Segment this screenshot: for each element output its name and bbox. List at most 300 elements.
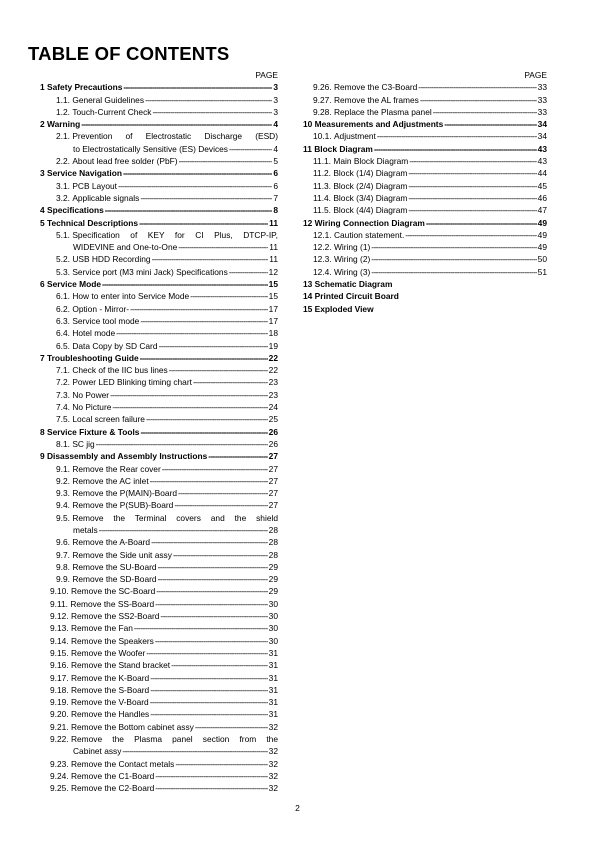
toc-entry-page: 23 [268,389,278,400]
toc-entry-title: Remove the Stand bracket [70,660,171,671]
toc-entry [40,450,278,462]
toc-entry-page: 31 [268,660,278,671]
toc-entry [303,143,547,155]
toc-entry [303,94,547,106]
toc-entry [40,229,278,241]
toc-entry-page: 11 [269,254,278,265]
toc-entry-title: Remove the SC-Board [70,586,156,597]
toc-entry-title: Option - Mirror- [72,303,130,314]
toc-entry-title: Wiring (3) [333,266,371,277]
toc-entry-number: 9.20. [50,709,69,720]
dot-leader [229,266,268,278]
toc-entry-title: Technical Descriptions [47,217,139,228]
toc-entry [303,106,547,118]
toc-entry-continuation [40,241,278,253]
toc-entry [303,180,547,192]
dot-leader [156,585,267,597]
toc-entry-page: 31 [268,684,278,695]
toc-entry [40,512,278,524]
toc-entry [40,315,278,327]
toc-entry-page: 33 [537,106,547,117]
page-column-header: PAGE [255,70,278,80]
toc-entry-title: Remove the K-Board [70,672,150,683]
toc-entry-number: 9.28. [313,106,332,117]
toc-entry-title: Safety Precautions [47,82,123,93]
toc-entry-number: 12 [303,217,313,228]
dot-leader [171,659,268,671]
toc-entry-title-cont: metals [73,524,98,535]
toc-entry-title: Remove the Woofer [70,647,146,658]
toc-entry [303,204,547,216]
toc-entry [40,364,278,376]
dot-leader [371,253,536,265]
toc-entry [303,130,547,142]
toc-entry-number: 11.4. [313,192,332,203]
dot-leader [96,438,268,450]
dot-leader [140,192,272,204]
dot-leader [408,167,536,179]
toc-entry [40,192,278,204]
toc-entry [40,266,278,278]
toc-entry [40,647,278,659]
toc-entry-title: Service Navigation [47,168,122,179]
dot-leader [123,167,272,179]
dot-leader [178,487,268,499]
toc-entry-title: Printed Circuit Board [314,291,399,302]
toc-entry-page: 30 [268,598,278,609]
toc-entry-number: 7.5. [56,414,70,425]
dot-leader [175,758,267,770]
toc-entry-number: 9.17. [50,672,69,683]
toc-entry-page: 27 [268,463,278,474]
toc-entry-number: 6.5. [56,340,70,351]
toc-entry-page: 33 [537,82,547,93]
toc-entry-number: 9.10. [50,586,69,597]
toc-entry [40,487,278,499]
toc-entry-number: 6.3. [56,315,70,326]
toc-entry-continuation [40,745,278,757]
dot-leader [140,426,267,438]
toc-entry-continuation [40,143,278,155]
toc-entry [303,81,547,93]
dot-leader [158,561,268,573]
toc-entry-number: 9.9. [56,574,70,585]
dot-leader [155,635,268,647]
toc-entry-number: 9.8. [56,561,70,572]
toc-entry [303,229,547,241]
toc-entry-page: 8 [273,205,278,216]
toc-entry-title: Remove the C1-Board [70,770,155,781]
dot-leader [408,180,536,192]
toc-entry-number: 7 [40,352,45,363]
dot-leader [408,204,536,216]
toc-entry-number: 11.5. [313,205,332,216]
toc-entry-title: Remove the AL frames [333,94,419,105]
toc-entry [40,204,278,216]
dot-leader [208,450,267,462]
page-column-header: PAGE [524,70,547,80]
toc-entry-page: 47 [537,205,547,216]
toc-entry [40,475,278,487]
toc-entry-title: Block (1/4) Diagram [333,168,408,179]
toc-entry [40,499,278,511]
dot-leader [158,573,268,585]
dot-leader [155,598,268,610]
toc-entry-title: Specifications [47,205,104,216]
toc-entry-number: 11.1. [313,156,332,167]
toc-entry-title: Remove the C2-Board [70,783,155,794]
toc-entry-number: 7.4. [56,402,70,413]
toc-entry-number: 12.3. [313,254,332,265]
dot-leader [105,204,273,216]
toc-entry-page: 34 [537,131,547,142]
toc-entry-title: No Picture [72,402,112,413]
toc-entry-title: Service tool mode [72,315,140,326]
toc-entry-title: Remove the A-Board [72,537,151,548]
toc-entry-number: 12.4. [313,266,332,277]
toc-entry [40,376,278,388]
toc-entry [40,167,278,179]
toc-entry-page: 27 [268,475,278,486]
toc-entry-number: 14 [303,291,313,302]
toc-left-column [40,69,278,795]
toc-entry-title: Replace the Plasma panel [333,106,432,117]
dot-leader [420,94,537,106]
dot-leader [173,549,268,561]
toc-entry-title: Remove the SS-Board [70,598,155,609]
toc-entry [303,266,547,278]
toc-entry-number: 9.13. [50,623,69,634]
toc-entry-page: 31 [268,672,278,683]
toc-entry-title: Remove the Plasma panel section from the [70,734,278,745]
toc-entry-title: Schematic Diagram [314,279,393,290]
toc-entry-number: 9.23. [50,758,69,769]
toc-entry-number: 9.2. [56,475,70,486]
dot-leader [374,143,537,155]
toc-entry-page: 26 [268,438,278,449]
toc-entry [303,303,547,315]
dot-leader [152,253,269,265]
toc-right-column [303,69,547,315]
toc-entry-title-cont: Cabinet assy [73,746,122,757]
toc-entry-number: 9.1. [56,463,70,474]
toc-entry-number: 9.12. [50,611,69,622]
dot-leader [426,217,537,229]
toc-entry-page: 30 [268,623,278,634]
toc-entry-page: 27 [268,451,278,462]
toc-entry [40,303,278,315]
toc-entry-title: Remove the SU-Board [72,561,157,572]
toc-entry [303,217,547,229]
toc-entry-title: Remove the V-Board [70,697,149,708]
dot-leader [444,118,536,130]
toc-entry-title: SC jig [72,438,95,449]
toc-entry [40,573,278,585]
toc-entry-title: Remove the P(MAIN)-Board [72,488,178,499]
dot-leader [150,708,267,720]
dot-leader [110,389,268,401]
toc-entry [40,426,278,438]
toc-entry-title: Wiring Connection Diagram [314,217,425,228]
toc-entry-number: 11.3. [313,180,332,191]
toc-entry-page: 27 [268,488,278,499]
dot-leader [408,192,536,204]
toc-entry-page: 27 [268,500,278,511]
toc-entry-title: Data Copy by SD Card [72,340,158,351]
dot-leader [145,94,272,106]
toc-entry-page: 43 [537,156,547,167]
toc-entry-title: Applicable signals [72,192,140,203]
toc-entry-title: Service Mode [47,279,101,290]
toc-entry [40,708,278,720]
toc-entry-number: 10 [303,119,313,130]
toc-entry-title: Block Diagram [314,143,373,154]
toc-entry-title: Remove the Terminal covers and the shield [72,512,278,523]
toc-entry-number: 9.19. [50,697,69,708]
toc-entry-number: 9.5. [56,512,70,523]
toc-entry-title: General Guidelines [72,94,145,105]
toc-entry-title: Warning [47,119,81,130]
dot-leader [134,622,268,634]
toc-entry [40,352,278,364]
toc-entry-title: Remove the Speakers [70,635,154,646]
toc-entry [40,770,278,782]
dot-leader [377,130,537,142]
toc-entry [40,327,278,339]
dot-leader [81,118,272,130]
toc-entry [303,278,547,290]
toc-entry-title: Remove the C3-Board [333,82,418,93]
toc-entry-title: Disassembly and Assembly Instructions [47,451,208,462]
toc-entry-page: 3 [273,106,278,117]
toc-entry-title: Remove the Bottom cabinet assy [70,721,194,732]
dot-leader [150,475,268,487]
toc-entry-title: Power LED Blinking timing chart [72,377,192,388]
toc-entry [303,167,547,179]
toc-entry-number: 3.2. [56,192,70,203]
toc-entry-page: 32 [268,746,278,757]
toc-entry [303,253,547,265]
dot-leader [102,278,268,290]
toc-entry-page: 6 [273,180,278,191]
toc-entry-number: 5.2. [56,254,70,265]
toc-entry-page: 7 [273,192,278,203]
toc-entry [40,290,278,302]
toc-entry-page: 5 [273,156,278,167]
toc-entry [303,155,547,167]
dot-leader [139,217,268,229]
toc-entry-title: Remove the Rear cover [72,463,161,474]
toc-entry-number: 12.1. [313,229,332,240]
toc-entry [303,241,547,253]
toc-entry-number: 8.1. [56,438,70,449]
toc-entry-page: 28 [268,549,278,560]
toc-entries [303,81,547,315]
toc-entry-title: Wiring (1) [333,242,371,253]
dot-leader [405,229,536,241]
toc-entry-number: 9.22. [50,734,69,745]
toc-entry-number: 4 [40,205,45,216]
toc-entry [40,253,278,265]
toc-entry [303,118,547,130]
dot-leader [418,81,536,93]
toc-entry-page: 29 [268,574,278,585]
dot-leader [140,315,267,327]
toc-entry [303,192,547,204]
toc-entry [40,463,278,475]
dot-leader [152,106,272,118]
toc-entry-title: Main Block Diagram [333,156,409,167]
dot-leader [371,241,536,253]
toc-entry-number: 7.3. [56,389,70,400]
toc-entry-number: 9.21. [50,721,69,732]
toc-entry-page: 32 [268,758,278,769]
dot-leader [174,499,267,511]
toc-entry-number: 5 [40,217,45,228]
toc-entry-number: 5.3. [56,266,70,277]
toc-entry-number: 9.18. [50,684,69,695]
toc-entry [40,561,278,573]
toc-entry [40,180,278,192]
toc-entry-title: Check of the IIC bus lines [72,365,168,376]
toc-entry-page: 4 [273,143,278,154]
toc-entry-title: How to enter into Service Mode [72,291,190,302]
toc-entry-title: Service port (M3 mini Jack) Specifications [72,266,228,277]
toc-entry-page: 12 [268,266,278,277]
toc-entry-number: 9.6. [56,537,70,548]
dot-leader [146,647,267,659]
toc-entry-page: 25 [268,414,278,425]
dot-leader [155,782,267,794]
dot-leader [123,81,272,93]
toc-entry-page: 50 [537,254,547,265]
toc-entry-title: Remove the SD-Board [72,574,157,585]
toc-entry-page: 32 [268,770,278,781]
toc-entry-number: 9.27. [313,94,332,105]
toc-entries [40,81,278,794]
toc-entry [40,696,278,708]
toc-entry-number: 7.2. [56,377,70,388]
toc-entry [40,549,278,561]
toc-entry-title: Specification of KEY for CI Plus, DTCP-IP, [72,229,278,240]
toc-entry-title: Troubleshooting Guide [47,352,139,363]
dot-leader [116,327,268,339]
toc-entry [40,721,278,733]
toc-entry [40,81,278,93]
toc-entry-number: 9.25. [50,783,69,794]
toc-entry [40,758,278,770]
toc-entry-number: 1.2. [56,106,70,117]
toc-entry [40,598,278,610]
toc-entry-title: Remove the SS2-Board [70,611,160,622]
toc-entry-number: 9.16. [50,660,69,671]
toc-entry-page: 43 [537,143,547,154]
dot-leader [162,463,268,475]
toc-entry-page: 26 [268,426,278,437]
toc-entry-number: 6 [40,279,45,290]
toc-entry-title: Remove the Side unit assy [72,549,172,560]
toc-entry-title-cont: to Electrostatically Sensitive (ES) Devices [73,143,228,154]
toc-entry-title: Block (2/4) Diagram [333,180,408,191]
toc-entry-title: Block (4/4) Diagram [333,205,408,216]
toc-entry [40,217,278,229]
toc-entry [40,155,278,167]
toc-entry-continuation [40,524,278,536]
toc-entry-page: 22 [268,352,278,363]
toc-entry-number: 6.4. [56,328,70,339]
dot-leader [122,745,267,757]
toc-entry-number: 2 [40,119,45,130]
toc-entry [40,684,278,696]
toc-entry-page: 32 [268,783,278,794]
dot-leader [150,696,268,708]
toc-entry-number: 9.24. [50,770,69,781]
dot-leader [178,241,268,253]
toc-entry [40,413,278,425]
toc-entry-page: 33 [537,94,547,105]
toc-entry-number: 1.1. [56,94,70,105]
toc-entry [40,278,278,290]
toc-entry-number: 9.11. [50,598,69,609]
toc-entry-page: 6 [273,168,278,179]
toc-entry-title: Service Fixture & Tools [47,426,140,437]
toc-entry-title: Block (3/4) Diagram [333,192,408,203]
toc-entry-title: Adjustment [333,131,376,142]
toc-entry-title: Measurements and Adjustments [314,119,444,130]
dot-leader [433,106,537,118]
dot-leader [195,721,268,733]
toc-entry-number: 6.2. [56,303,70,314]
toc-entry-page: 18 [268,328,278,339]
toc-entry-page: 34 [537,119,547,130]
toc-entry-number: 11.2. [313,168,332,179]
dot-leader [118,180,272,192]
toc-entry-title: Prevention of Electrostatic Discharge (ESD) [72,131,278,142]
dot-leader [99,524,268,536]
toc-entry-number: 9.3. [56,488,70,499]
toc-entry-number: 5.1. [56,229,70,240]
toc-entry-number: 3.1. [56,180,70,191]
dot-leader [193,376,268,388]
toc-entry-page: 46 [537,192,547,203]
toc-entry-page: 31 [268,647,278,658]
toc-entry [40,389,278,401]
toc-entry-title: USB HDD Recording [72,254,151,265]
toc-entry-page: 30 [268,611,278,622]
toc-entry-page: 15 [268,279,278,290]
toc-entry [40,106,278,118]
toc-entry-page: 31 [268,709,278,720]
toc-entry-number: 1 [40,82,45,93]
toc-entry [40,536,278,548]
toc-entry-page: 17 [268,303,278,314]
toc-entry-title: About lead free solder (PbF) [72,156,178,167]
toc-entry-page: 44 [537,168,547,179]
toc-entry-page: 15 [268,291,278,302]
toc-entry-page: 11 [269,242,278,253]
toc-entry-page: 3 [273,94,278,105]
toc-entry-number: 2.2. [56,156,70,167]
toc-entry-number: 9.15. [50,647,69,658]
dot-leader [179,155,273,167]
toc-entry [40,130,278,142]
toc-entry-number: 15 [303,303,313,314]
toc-entry [40,118,278,130]
toc-entry-page: 28 [268,537,278,548]
toc-entry-page: 49 [537,217,547,228]
toc-entry-title: No Power [72,389,110,400]
dot-leader [160,610,267,622]
